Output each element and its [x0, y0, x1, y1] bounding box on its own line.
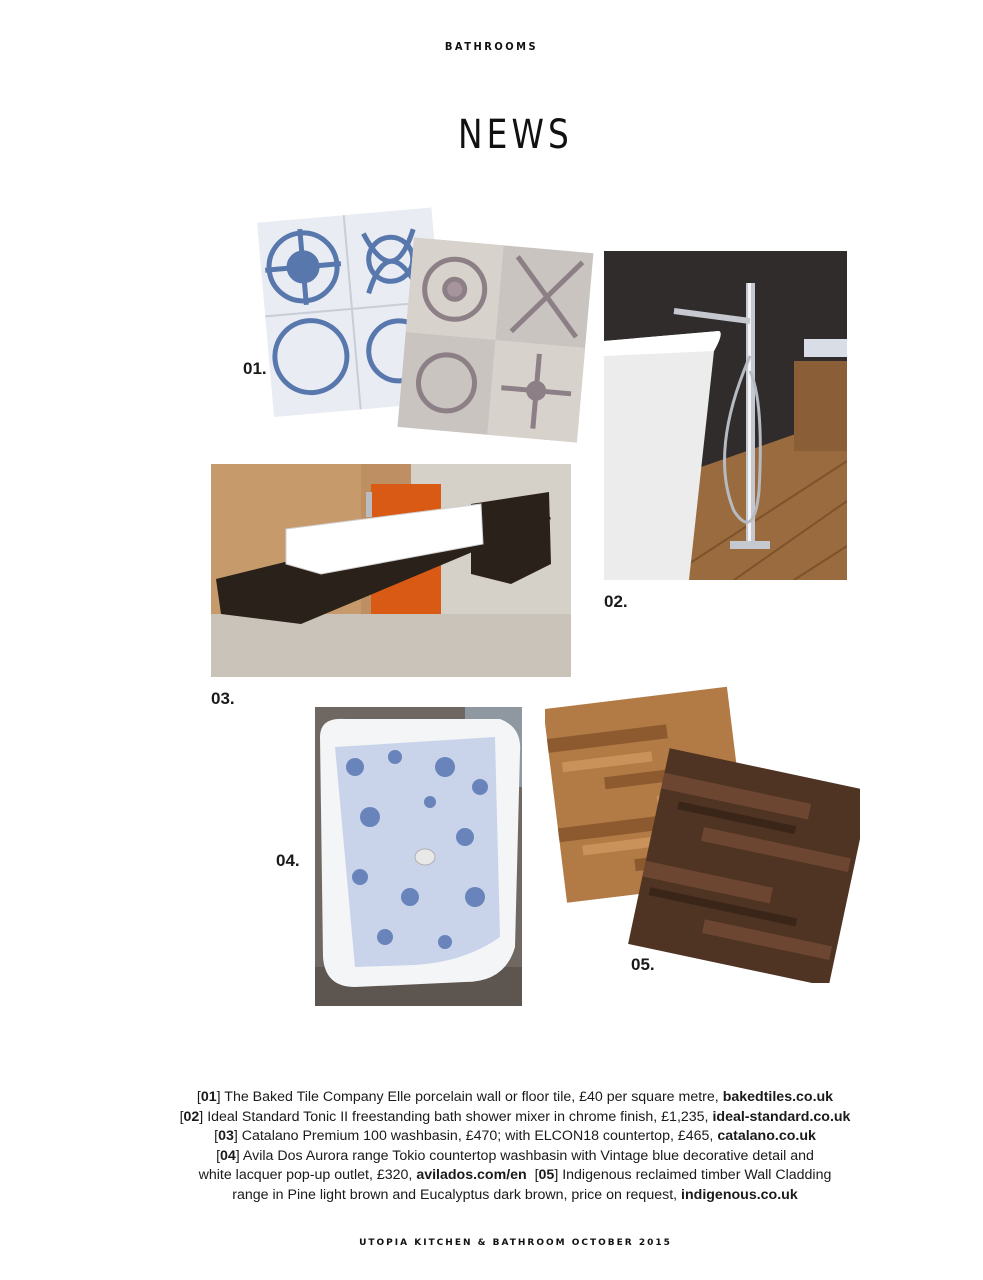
caption-text-04a: Avila Dos Aurora range Tokio countertop washbasin with Vintage blue decorative detail and: [242, 1147, 814, 1164]
item-number-03: 03.: [211, 689, 235, 708]
caption-text-02: Ideal Standard Tonic II freestanding bath shower mixer in chrome finish, £1,235,: [207, 1108, 709, 1125]
page-footer: UTOPIA KITCHEN & BATHROOM OCTOBER 2015: [359, 1238, 672, 1248]
link-catalano[interactable]: catalano.co.uk: [717, 1128, 816, 1145]
section-label: BATHROOMS: [444, 40, 539, 53]
caption-text-03: Catalano Premium 100 washbasin, £470; with ELCON18 countertop, £465,: [241, 1128, 714, 1145]
caption-text-04b: white lacquer pop-up outlet, £320,: [198, 1167, 413, 1184]
link-indigenous[interactable]: indigenous.co.uk: [681, 1186, 798, 1203]
caption-text-05b: range in Pine light brown and Eucalyptus dark brown, price on request,: [232, 1186, 678, 1203]
bath-mixer-image: [604, 251, 847, 580]
caption-line-04b: white lacquer pop-up outlet, £320, avilados.com/en [05] Indigenous reclaimed timber Wall Cladding: [198, 1167, 832, 1184]
caption-line-04a: [04] Avila Dos Aurora range Tokio countertop washbasin with Vintage blue decorative detail and: [216, 1147, 814, 1164]
item-number-01: 01.: [243, 359, 267, 378]
timber-cladding-image: [545, 678, 860, 983]
washbasin-image: [211, 464, 571, 677]
item-number-02: 02.: [604, 592, 628, 611]
caption-block: [150, 1088, 880, 1206]
caption-line-03: [03] Catalano Premium 100 washbasin, £470; with ELCON18 countertop, £465, catalano.co.uk: [214, 1128, 816, 1145]
caption-line-02: [02] Ideal Standard Tonic II freestanding bath shower mixer in chrome finish, £1,235, ideal-standard.co.uk: [179, 1108, 851, 1125]
caption-line-05b: [150, 1186, 880, 1206]
link-bakedtiles[interactable]: bakedtiles.co.uk: [722, 1089, 834, 1105]
tile-image: [255, 205, 595, 455]
caption-text-01: The Baked Tile Company Elle porcelain wall or floor tile, £40 per square metre,: [224, 1089, 719, 1105]
ref-01: 01: [200, 1089, 217, 1105]
ref-03: 03: [218, 1128, 234, 1145]
caption-text-05a: Indigenous reclaimed timber Wall Cladding: [562, 1167, 832, 1184]
caption-line-01: [01] The Baked Tile Company Elle porcelain wall or floor tile, £40 per square metre, bakedtiles.co.uk: [196, 1089, 834, 1105]
item-number-05: 05.: [631, 955, 655, 974]
link-avilados[interactable]: avilados.com/en: [416, 1167, 527, 1184]
link-ideal-standard[interactable]: ideal-standard.co.uk: [712, 1108, 851, 1125]
patterned-washbasin-image: [315, 707, 522, 1006]
item-number-04: 04.: [276, 851, 300, 870]
ref-05: 05: [538, 1167, 555, 1184]
ref-04: 04: [220, 1147, 236, 1164]
ref-02: 02: [183, 1108, 200, 1125]
page-title: NEWS: [458, 112, 573, 158]
